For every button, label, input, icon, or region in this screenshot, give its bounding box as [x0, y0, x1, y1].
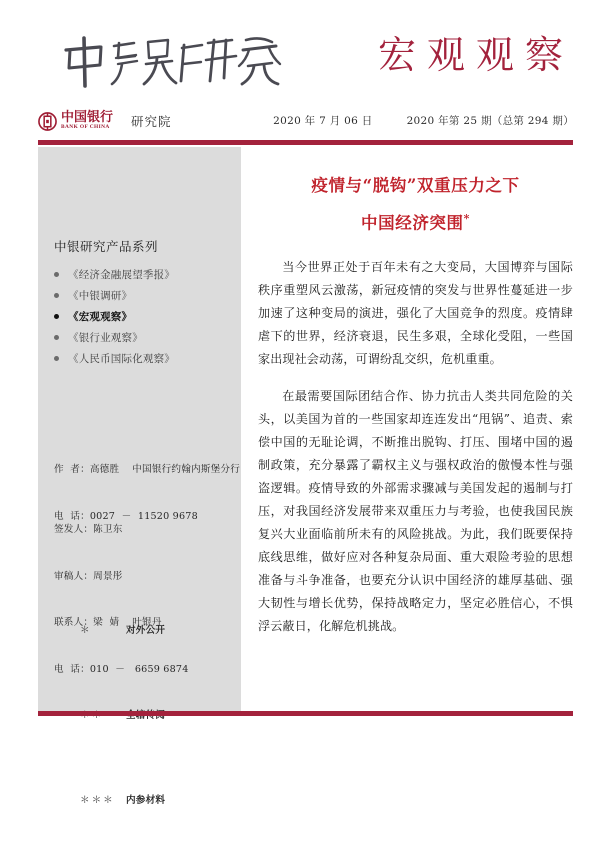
issuer-line: 签发人：陈卫东	[54, 524, 123, 535]
bullet-icon	[54, 293, 59, 298]
reviewer-line: 审稿人：周景彤	[54, 570, 123, 582]
masthead	[0, 0, 612, 142]
bullet-icon	[54, 335, 59, 340]
series-item-2-active[interactable]	[54, 306, 234, 327]
boc-wordmark	[61, 111, 113, 130]
author-line: 作 者：高德胜 中国银行约翰内斯堡分行	[54, 464, 240, 475]
article-title-line-1: 疫情与“脱钩”双重压力之下	[311, 176, 520, 196]
note-mark: ＊	[80, 625, 92, 636]
boc-name-cn: 中国银行	[61, 110, 114, 126]
note-mark: ＊＊＊	[80, 795, 115, 806]
contact-line: 联系人：梁 婧 叶银丹	[54, 617, 162, 628]
journal-title: 宏观观察	[377, 33, 574, 77]
header-rule	[38, 140, 573, 145]
author-phone-line: 电 话：0027 － 11520 9678	[54, 510, 198, 522]
brand-calligraphy-logo	[56, 34, 286, 90]
paragraph-1: 当今世界正处于百年未有之大变局，大国博弈与国际秩序重塑风云激荡，新冠疫情的突发与世界性蔓延进一步加速了这种变局的演进，强化了大国竞争的烈度。疫情肆虐下的世界，经济衰退，民生多艰，全球化受阻，一些国家出现社会动荡，可谓纷乱交织，危机重重。	[258, 259, 573, 366]
series-item-label: 《人民币国际化观察》	[68, 353, 175, 365]
bullet-icon	[54, 356, 59, 361]
institute-label: 研究院	[131, 114, 172, 129]
footnote-asterisk: *	[463, 212, 470, 226]
paragraph-2: 在最需要国际团结合作、协力抗击人类共同危险的关头，以美国为首的一些国家却连连发出“甩锅”、追责、索偿中国的无耻论调，不断推出脱钩、打压、围堵中国的遏制政策，充分暴露了霸权主义与强权政治的傲慢本性与强盗逻辑。疫情导致的外部需求骤减与美国发起的遏制与打压，对我国经济发展带来双重压力与考验，也使我国民族复兴大业面临前所未有的风险挑战。为此，我们既要保持底线思维，做好应对各种复杂局面、重大艰险考验的思想准备与斗争准备，也要充分认识中国经济的雄厚基础、强大韧性与增长优势，保持战略定力，坚定必胜信心，不惧浮云蔽日，化解危机挑战。	[258, 388, 573, 633]
series-item-label: 《中银调研》	[68, 290, 133, 302]
series-item-label: 《经济金融展望季报》	[68, 269, 175, 281]
article-title-line-2: 中国经济突围	[361, 213, 464, 233]
boc-name-en: BANK OF CHINA	[61, 124, 110, 131]
note-row-0	[54, 605, 165, 656]
bullet-icon	[54, 314, 59, 319]
series-heading: 中银研究产品系列	[54, 239, 159, 254]
series-item-3[interactable]	[54, 327, 234, 348]
product-series-list	[54, 264, 234, 369]
article-title	[258, 169, 573, 240]
article-body	[258, 256, 573, 638]
series-item-4[interactable]	[54, 348, 234, 369]
publication-date: 2020 年 7 月 06 日	[273, 115, 373, 127]
article-content	[258, 158, 573, 652]
footer-rule	[38, 711, 573, 716]
sidebar-panel	[38, 147, 241, 806]
series-item-0[interactable]	[54, 264, 234, 285]
note-text: 对外公开	[126, 625, 166, 636]
bullet-icon	[54, 272, 59, 277]
issue-number: 2020 年第 25 期（总第 294 期）	[406, 115, 574, 127]
note-row-2	[54, 775, 165, 826]
issue-meta	[273, 113, 574, 128]
boc-emblem-icon	[38, 112, 57, 131]
contact-phone-line: 电 话：010 － 6659 6874	[54, 663, 189, 675]
note-text: 内参材料	[126, 795, 166, 806]
bank-of-china-logo	[38, 108, 172, 134]
series-item-label: 《银行业观察》	[68, 332, 143, 344]
series-item-1[interactable]	[54, 285, 234, 306]
series-item-label: 《宏观观察》	[68, 311, 133, 323]
